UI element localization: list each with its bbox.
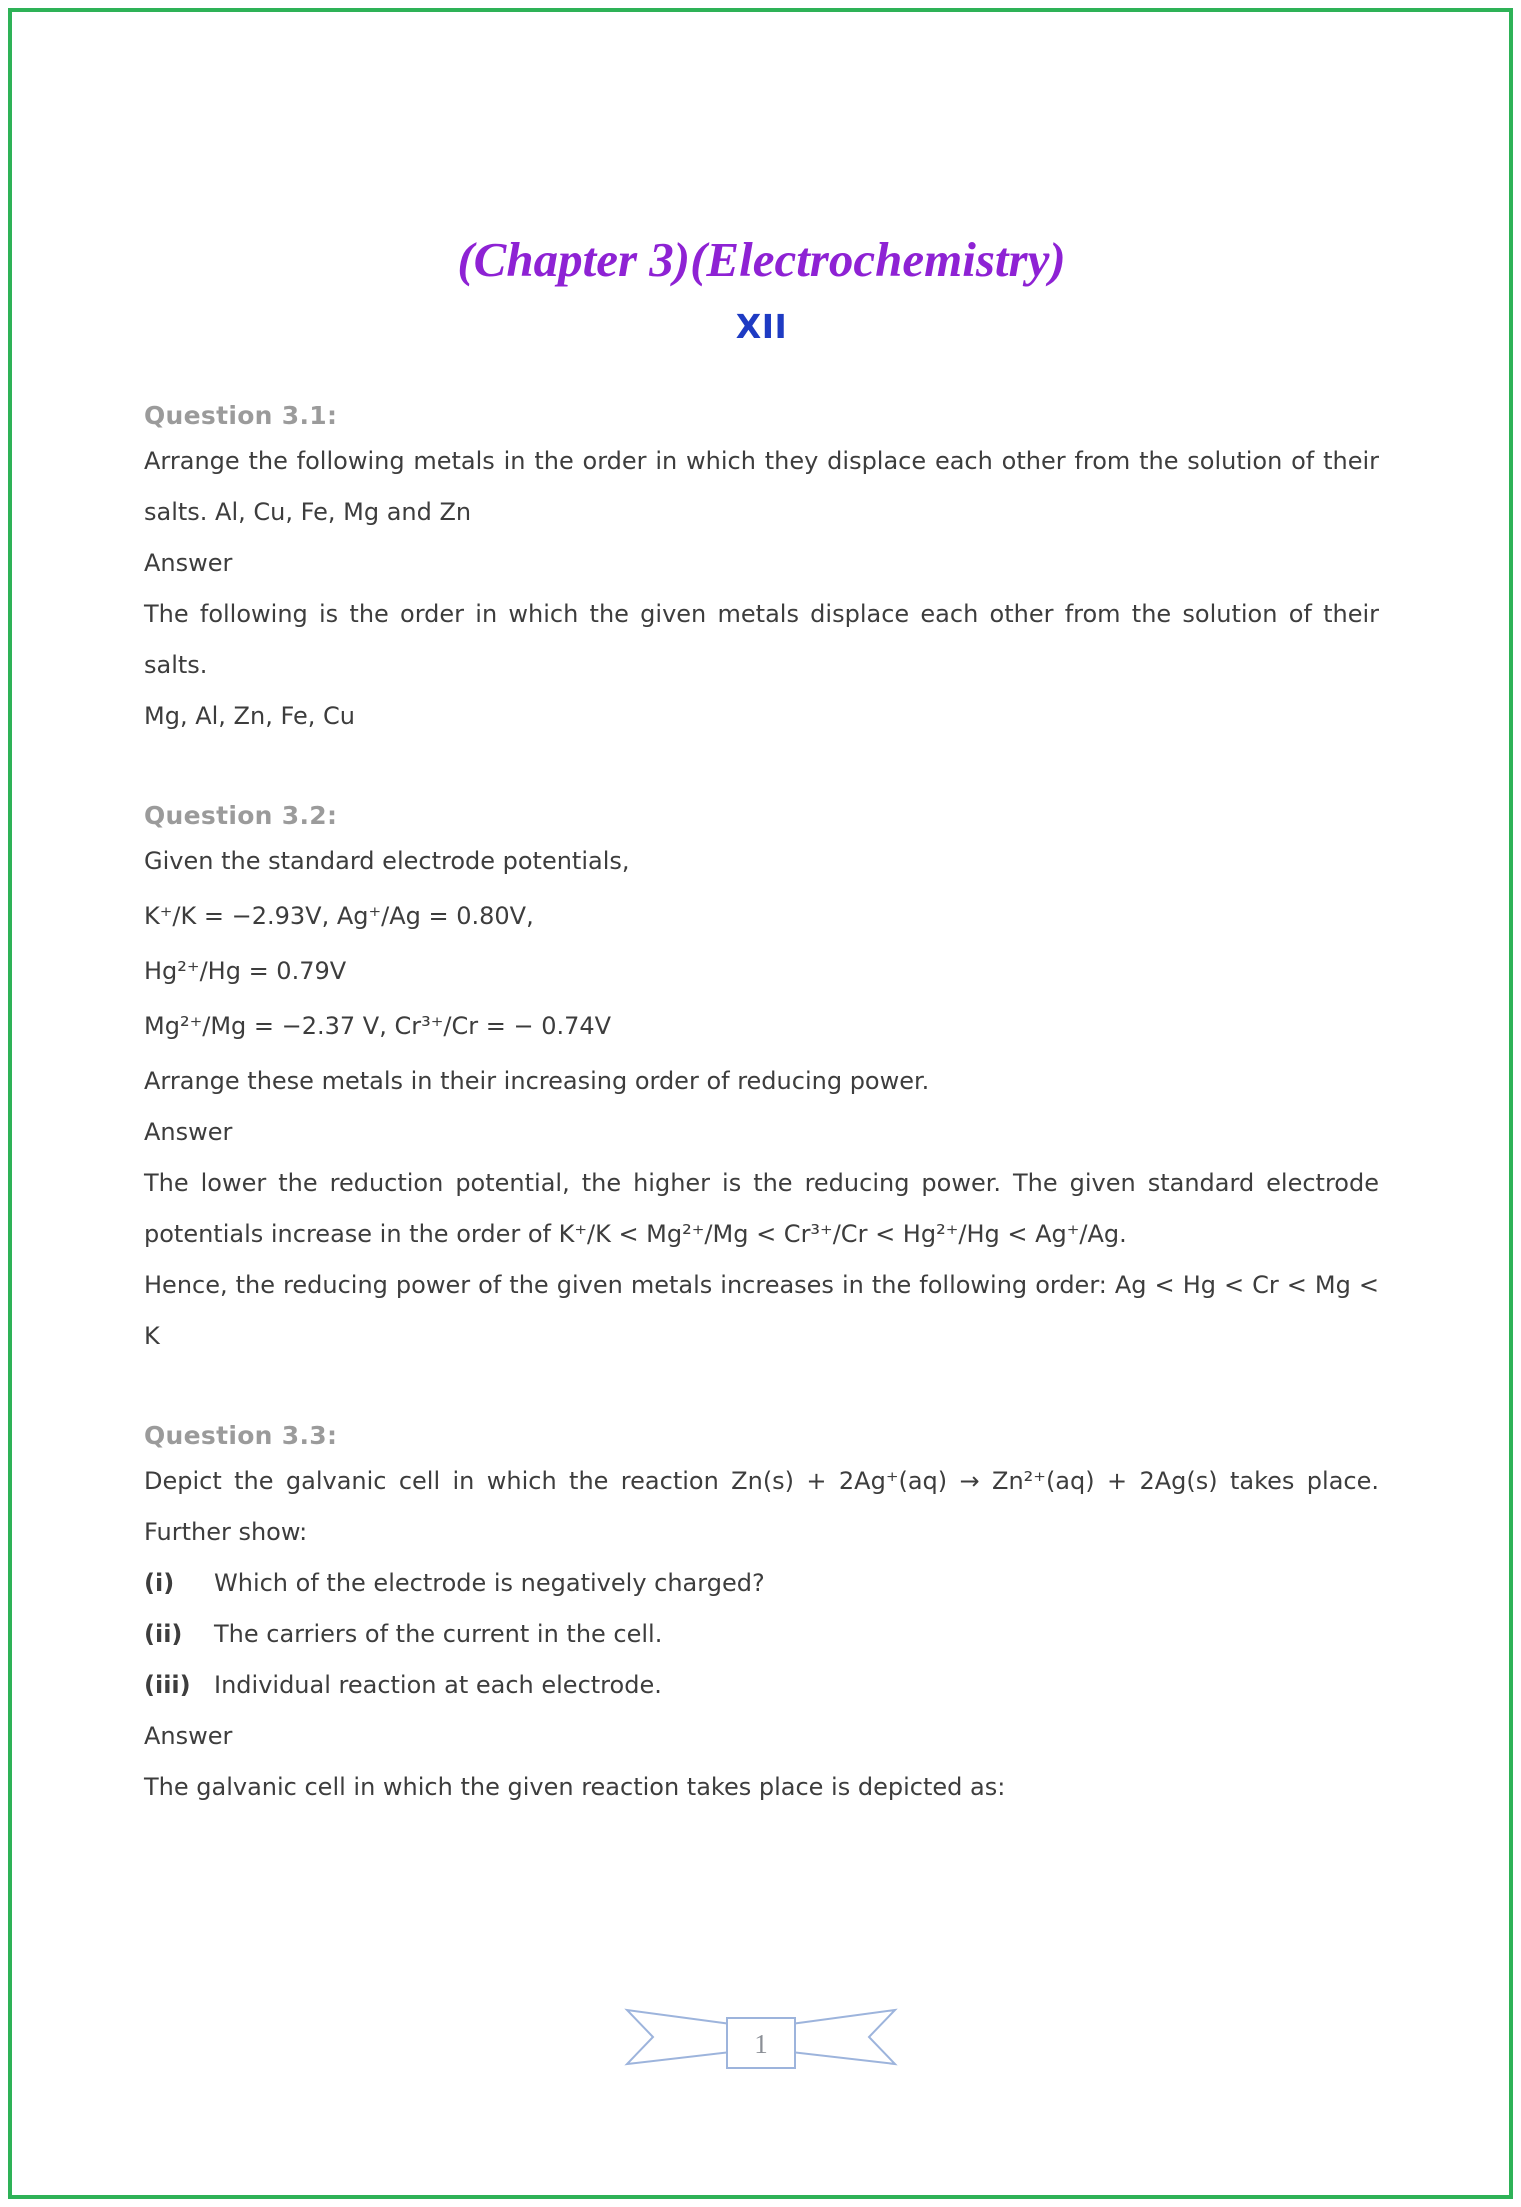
answer-paragraph: The following is the order in which the given metals displace each other from the solution of their salts. xyxy=(144,600,1379,679)
question-line: Arrange these metals in their increasing order of reducing power. xyxy=(144,1067,930,1095)
page-number-ribbon xyxy=(611,2000,911,2084)
list-item-marker: (iii) xyxy=(144,1671,191,1699)
page-number: 1 xyxy=(753,2029,768,2059)
list-item-text: Individual reaction at each electrode. xyxy=(214,1671,662,1699)
list-item-text: Which of the electrode is negatively charged? xyxy=(214,1569,765,1597)
answer-label: Answer xyxy=(144,1722,233,1750)
answer-paragraph: The galvanic cell in which the given reaction takes place is depicted as: xyxy=(144,1773,1006,1801)
list-item xyxy=(144,1609,1379,1660)
electrode-potential-line: Mg²⁺/Mg = −2.37 V, Cr³⁺/Cr = − 0.74V xyxy=(144,1012,612,1040)
answer-paragraph: Mg, Al, Zn, Fe, Cu xyxy=(144,702,355,730)
question-text: Arrange the following metals in the order in which they displace each other from the solution of their salts. Al, Cu, Fe, Mg and Zn xyxy=(144,447,1379,526)
question-heading: Question 3.1: xyxy=(144,401,338,430)
question-heading: Question 3.3: xyxy=(144,1421,338,1450)
list-item-text: The carriers of the current in the cell. xyxy=(214,1620,663,1648)
question-text: Depict the galvanic cell in which the reaction Zn(s) + 2Ag⁺(aq) → Zn²⁺(aq) + 2Ag(s) takes place. Further show: xyxy=(144,1467,1379,1546)
list-item xyxy=(144,1558,1379,1609)
question-heading: Question 3.2: xyxy=(144,801,338,830)
question-3-3 xyxy=(144,1416,1379,1813)
answer-label: Answer xyxy=(144,549,233,577)
question-3-1 xyxy=(144,396,1379,742)
page-border-frame xyxy=(8,8,1513,2199)
question-line: Given the standard electrode potentials, xyxy=(144,847,630,875)
answer-paragraph: The lower the reduction potential, the higher is the reducing power. The given standard electrode potentials increase in the order of K⁺/K < Mg²⁺/Mg < Cr³⁺/Cr < Hg²⁺/Hg < Ag⁺/Ag. xyxy=(144,1169,1379,1248)
document-content xyxy=(12,12,1509,1813)
ribbon-banner-icon xyxy=(611,2000,911,2084)
electrode-potential-line: K⁺/K = −2.93V, Ag⁺/Ag = 0.80V, xyxy=(144,902,534,930)
answer-paragraph: Hence, the reducing power of the given metals increases in the following order: Ag < Hg < Cr < Mg < K xyxy=(144,1271,1379,1350)
list-item-marker: (ii) xyxy=(144,1620,183,1648)
chapter-title: (Chapter 3)(Electrochemistry) xyxy=(457,232,1066,287)
list-item-marker: (i) xyxy=(144,1569,175,1597)
question-3-2 xyxy=(144,796,1379,1362)
list-item xyxy=(144,1660,1379,1711)
answer-label: Answer xyxy=(144,1118,233,1146)
electrode-potential-line: Hg²⁺/Hg = 0.79V xyxy=(144,957,347,985)
class-subtitle: XII xyxy=(735,307,788,346)
